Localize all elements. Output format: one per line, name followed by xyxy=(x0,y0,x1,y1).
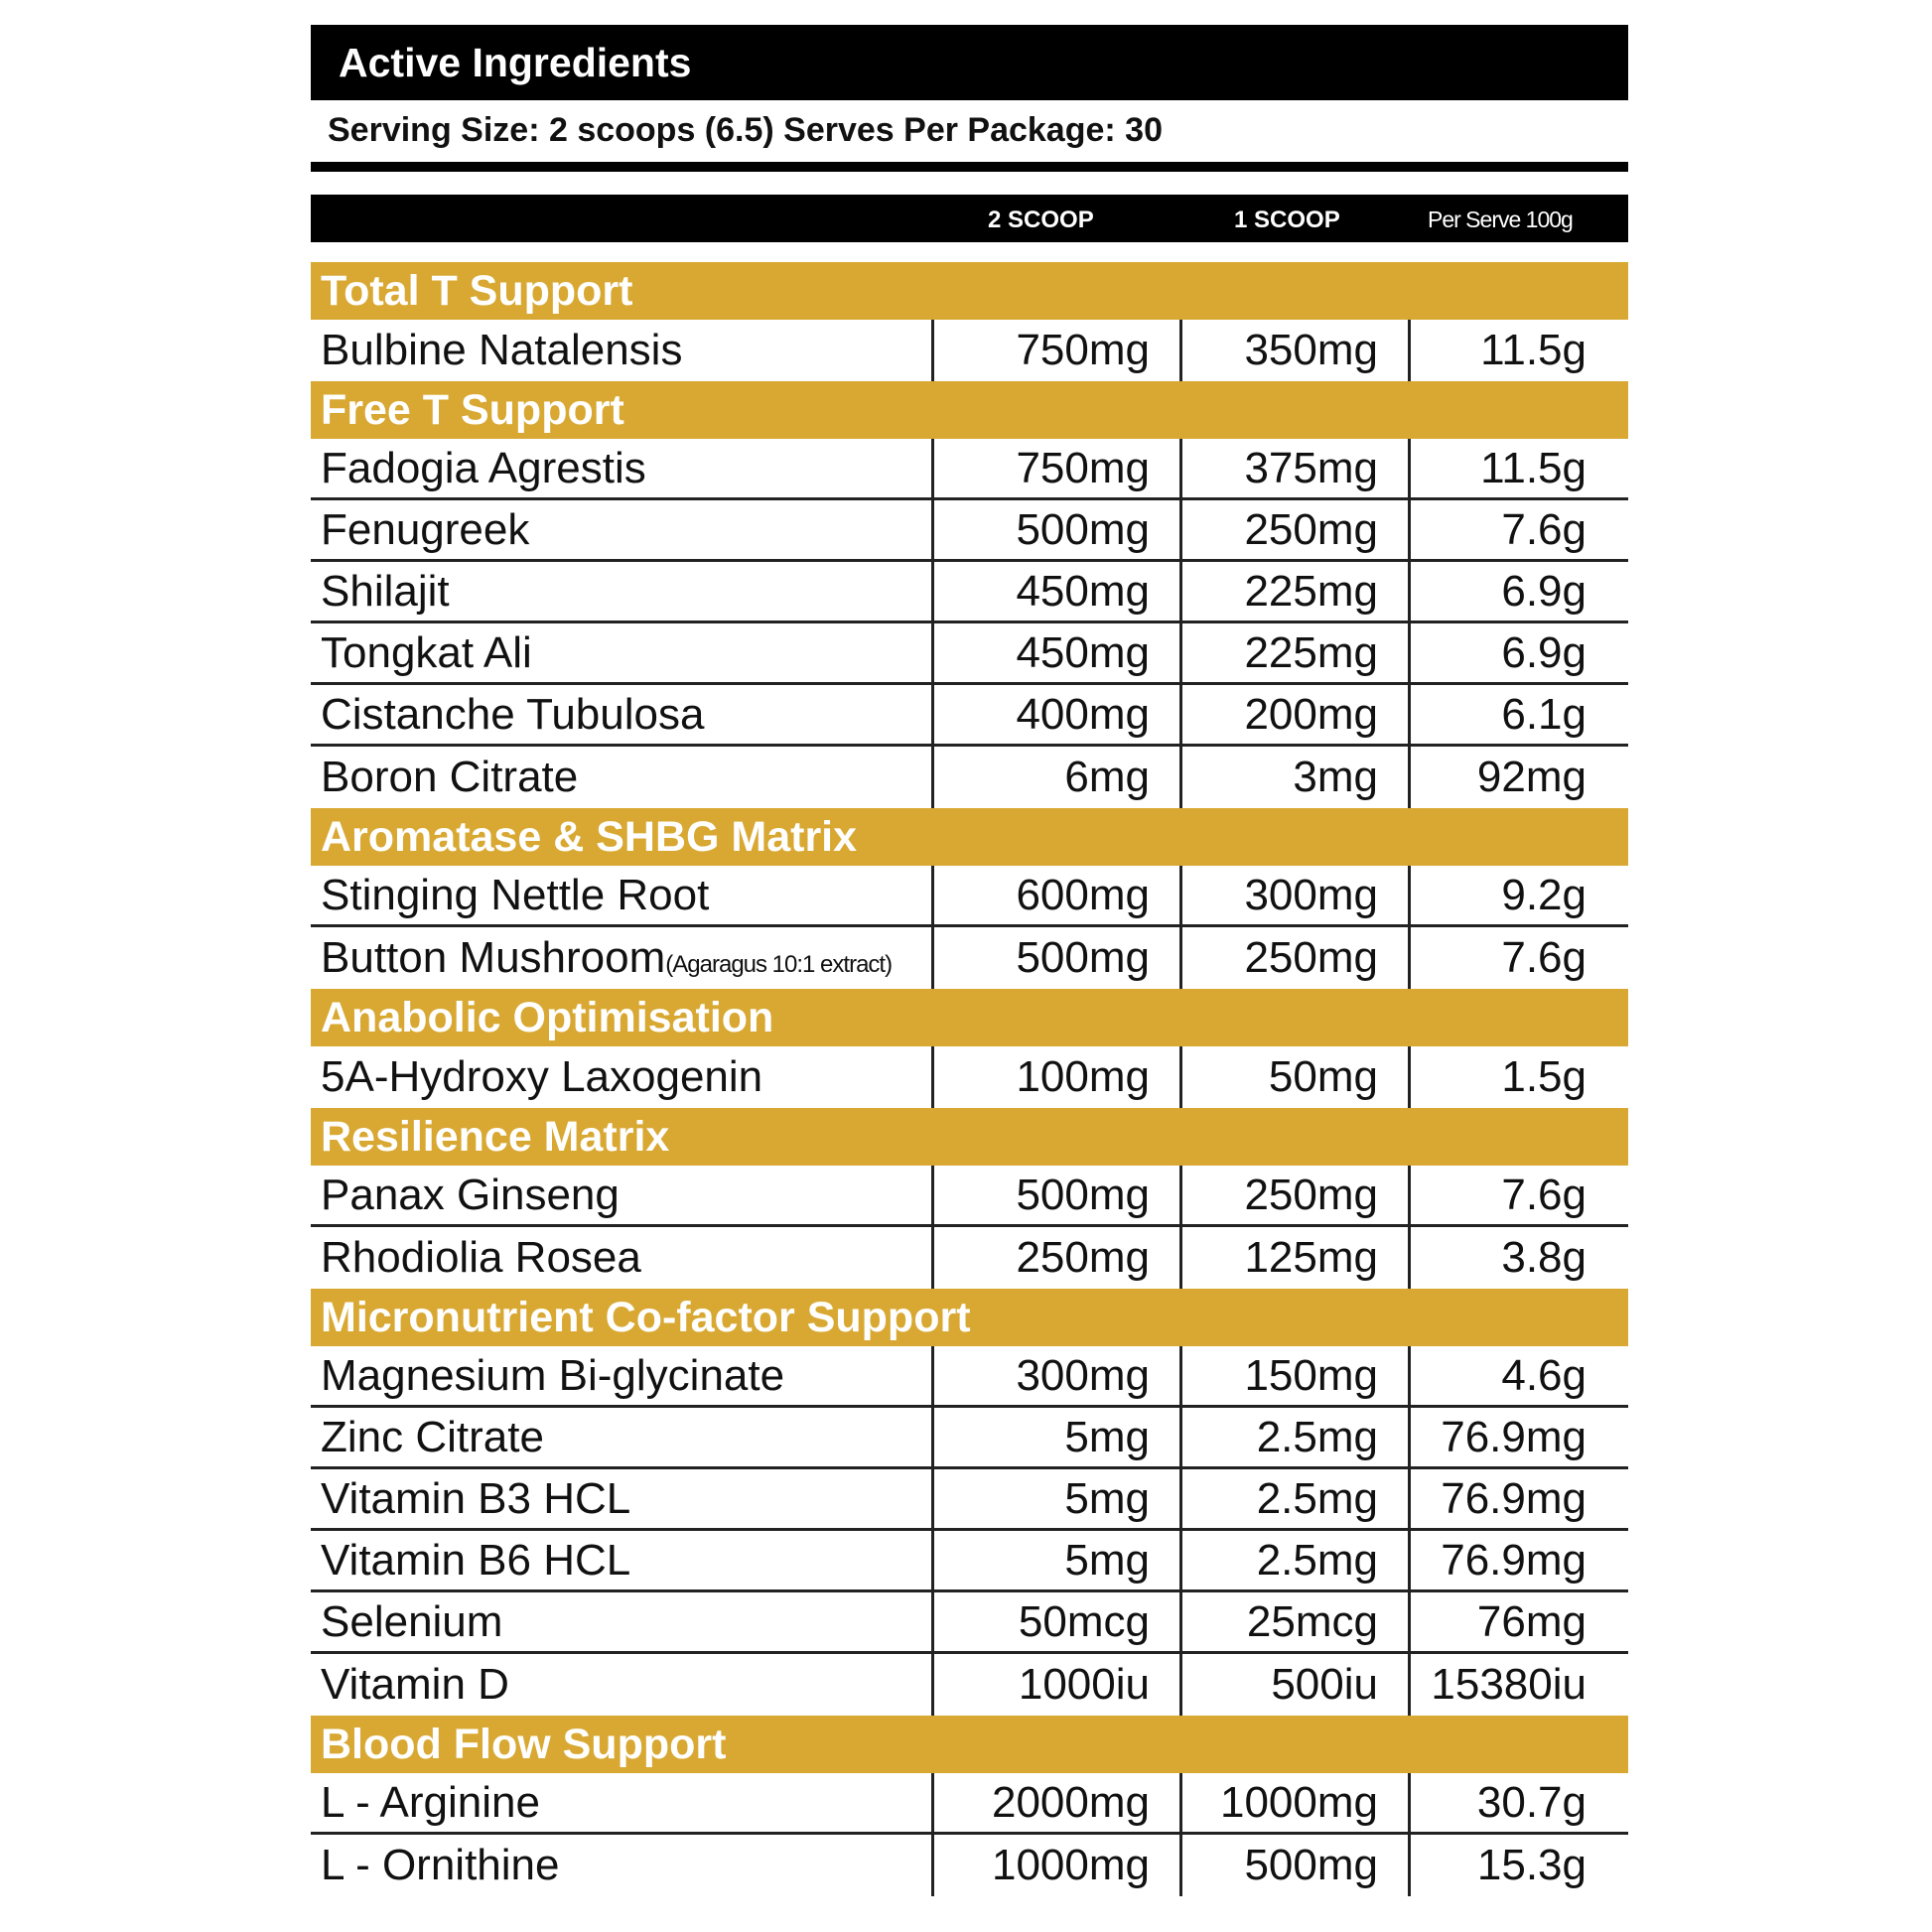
ingredient-row xyxy=(311,439,1628,500)
amount-1-scoop: 125mg xyxy=(1179,1227,1408,1289)
ingredient-name: Fadogia Agrestis xyxy=(321,443,646,492)
amount-per-100g: 15380iu xyxy=(1408,1654,1628,1716)
amount-2-scoop: 100mg xyxy=(931,1046,1179,1108)
amount-2-scoop: 400mg xyxy=(931,685,1179,744)
ingredient-name-cell xyxy=(311,444,931,493)
amount-2-scoop: 5mg xyxy=(931,1469,1179,1528)
amount-2-scoop: 300mg xyxy=(931,1346,1179,1405)
ingredient-row xyxy=(311,500,1628,562)
amount-2-scoop: 6mg xyxy=(931,747,1179,808)
amount-per-100g: 92mg xyxy=(1408,747,1628,808)
amount-per-100g: 11.5g xyxy=(1408,439,1628,497)
ingredient-name-cell xyxy=(311,1413,931,1462)
amount-per-100g: 76.9mg xyxy=(1408,1531,1628,1589)
ingredient-row xyxy=(311,1773,1628,1835)
amount-2-scoop: 750mg xyxy=(931,439,1179,497)
amount-1-scoop: 250mg xyxy=(1179,1166,1408,1224)
ingredient-name: L - Ornithine xyxy=(321,1841,560,1889)
amount-per-100g: 6.9g xyxy=(1408,562,1628,621)
amount-1-scoop: 350mg xyxy=(1179,320,1408,381)
amount-2-scoop: 450mg xyxy=(931,562,1179,621)
ingredient-row xyxy=(311,747,1628,808)
amount-2-scoop: 500mg xyxy=(931,500,1179,559)
amount-2-scoop: 600mg xyxy=(931,866,1179,924)
ingredient-name-cell xyxy=(311,1052,931,1102)
amount-1-scoop: 200mg xyxy=(1179,685,1408,744)
amount-per-100g: 4.6g xyxy=(1408,1346,1628,1405)
amount-2-scoop: 5mg xyxy=(931,1408,1179,1466)
amount-1-scoop: 500iu xyxy=(1179,1654,1408,1716)
amount-per-100g: 30.7g xyxy=(1408,1773,1628,1832)
ingredient-row xyxy=(311,623,1628,685)
ingredient-name: Tongkat Ali xyxy=(321,627,532,677)
ingredient-name: 5A-Hydroxy Laxogenin xyxy=(321,1052,763,1101)
ingredients-panel xyxy=(311,25,1628,1896)
amount-per-100g: 76.9mg xyxy=(1408,1469,1628,1528)
amount-per-100g: 15.3g xyxy=(1408,1835,1628,1896)
amount-1-scoop: 2.5mg xyxy=(1179,1469,1408,1528)
amount-1-scoop: 500mg xyxy=(1179,1835,1408,1896)
ingredient-name: Vitamin B3 HCL xyxy=(321,1473,631,1523)
ingredient-row xyxy=(311,562,1628,623)
ingredient-row xyxy=(311,1408,1628,1469)
ingredient-name: Vitamin B6 HCL xyxy=(321,1535,631,1585)
ingredient-name: Magnesium Bi-glycinate xyxy=(321,1350,785,1400)
ingredient-row xyxy=(311,320,1628,381)
amount-per-100g: 76.9mg xyxy=(1408,1408,1628,1466)
amount-per-100g: 9.2g xyxy=(1408,866,1628,924)
amount-per-100g: 7.6g xyxy=(1408,927,1628,989)
ingredient-name: L - Arginine xyxy=(321,1777,540,1827)
column-1-scoop: 1 SCOOP xyxy=(1234,207,1340,233)
amount-2-scoop: 2000mg xyxy=(931,1773,1179,1832)
ingredient-name-cell xyxy=(311,1660,931,1710)
ingredient-note: (Agaragus 10:1 extract) xyxy=(665,951,893,978)
ingredient-name-cell xyxy=(311,1536,931,1586)
section-header: Blood Flow Support xyxy=(311,1716,1628,1773)
amount-1-scoop: 2.5mg xyxy=(1179,1408,1408,1466)
amount-2-scoop: 250mg xyxy=(931,1227,1179,1289)
amount-2-scoop: 1000iu xyxy=(931,1654,1179,1716)
amount-per-100g: 76mg xyxy=(1408,1592,1628,1651)
section-header: Resilience Matrix xyxy=(311,1108,1628,1166)
ingredient-row xyxy=(311,1654,1628,1716)
amount-2-scoop: 450mg xyxy=(931,623,1179,682)
ingredient-name-cell xyxy=(311,1233,931,1283)
amount-2-scoop: 500mg xyxy=(931,1166,1179,1224)
amount-2-scoop: 500mg xyxy=(931,927,1179,989)
amount-1-scoop: 300mg xyxy=(1179,866,1408,924)
ingredient-row xyxy=(311,1469,1628,1531)
ingredient-name-cell xyxy=(311,933,931,983)
column-2-scoop: 2 SCOOP xyxy=(988,207,1094,233)
ingredient-name-cell xyxy=(311,628,931,678)
ingredient-row xyxy=(311,685,1628,747)
amount-per-100g: 1.5g xyxy=(1408,1046,1628,1108)
ingredient-name-cell xyxy=(311,326,931,375)
section-header: Free T Support xyxy=(311,381,1628,439)
serving-info: Serving Size: 2 scoops (6.5) Serves Per Package: 30 xyxy=(328,110,1163,149)
amount-1-scoop: 375mg xyxy=(1179,439,1408,497)
ingredient-name-cell xyxy=(311,1778,931,1828)
ingredients-table xyxy=(311,262,1628,1896)
amount-1-scoop: 225mg xyxy=(1179,562,1408,621)
ingredient-name-cell xyxy=(311,1597,931,1647)
ingredient-name: Vitamin D xyxy=(321,1660,509,1709)
ingredient-name: Shilajit xyxy=(321,566,450,616)
ingredient-name: Fenugreek xyxy=(321,504,530,554)
ingredient-name: Button Mushroom xyxy=(321,933,666,982)
amount-per-100g: 7.6g xyxy=(1408,1166,1628,1224)
divider xyxy=(311,162,1628,172)
ingredient-row xyxy=(311,1046,1628,1108)
ingredient-name: Cistanche Tubulosa xyxy=(321,689,705,739)
ingredient-name: Rhodiolia Rosea xyxy=(321,1233,641,1282)
amount-per-100g: 7.6g xyxy=(1408,500,1628,559)
amount-2-scoop: 1000mg xyxy=(931,1835,1179,1896)
ingredient-name-cell xyxy=(311,567,931,617)
ingredient-row xyxy=(311,1346,1628,1408)
amount-1-scoop: 50mg xyxy=(1179,1046,1408,1108)
ingredient-row xyxy=(311,1227,1628,1289)
title-bar xyxy=(311,25,1628,100)
amount-2-scoop: 750mg xyxy=(931,320,1179,381)
amount-1-scoop: 250mg xyxy=(1179,927,1408,989)
amount-1-scoop: 250mg xyxy=(1179,500,1408,559)
panel-title: Active Ingredients xyxy=(339,39,692,85)
amount-1-scoop: 150mg xyxy=(1179,1346,1408,1405)
ingredient-name: Bulbine Natalensis xyxy=(321,326,683,374)
ingredient-row xyxy=(311,1531,1628,1592)
amount-1-scoop: 25mcg xyxy=(1179,1592,1408,1651)
ingredient-name: Boron Citrate xyxy=(321,753,579,801)
ingredient-name: Stinging Nettle Root xyxy=(321,870,710,919)
ingredient-name-cell xyxy=(311,1474,931,1524)
column-per-100g: Per Serve 100g xyxy=(1428,207,1573,232)
section-header: Anabolic Optimisation xyxy=(311,989,1628,1046)
amount-1-scoop: 3mg xyxy=(1179,747,1408,808)
amount-per-100g: 3.8g xyxy=(1408,1227,1628,1289)
ingredient-name-cell xyxy=(311,690,931,740)
ingredient-row xyxy=(311,1835,1628,1896)
ingredient-row xyxy=(311,1592,1628,1654)
column-header xyxy=(311,195,1628,242)
section-header: Aromatase & SHBG Matrix xyxy=(311,808,1628,866)
ingredient-name-cell xyxy=(311,1841,931,1890)
ingredient-row xyxy=(311,927,1628,989)
amount-1-scoop: 225mg xyxy=(1179,623,1408,682)
ingredient-name-cell xyxy=(311,1171,931,1220)
amount-per-100g: 11.5g xyxy=(1408,320,1628,381)
amount-1-scoop: 2.5mg xyxy=(1179,1531,1408,1589)
ingredient-row xyxy=(311,1166,1628,1227)
ingredient-name: Panax Ginseng xyxy=(321,1170,620,1219)
ingredient-name-cell xyxy=(311,1351,931,1401)
amount-per-100g: 6.9g xyxy=(1408,623,1628,682)
ingredient-name: Zinc Citrate xyxy=(321,1412,544,1461)
amount-2-scoop: 5mg xyxy=(931,1531,1179,1589)
section-header: Total T Support xyxy=(311,262,1628,320)
ingredient-row xyxy=(311,866,1628,927)
amount-2-scoop: 50mcg xyxy=(931,1592,1179,1651)
amount-1-scoop: 1000mg xyxy=(1179,1773,1408,1832)
ingredient-name-cell xyxy=(311,871,931,920)
ingredient-name: Selenium xyxy=(321,1596,503,1646)
section-header: Micronutrient Co-factor Support xyxy=(311,1289,1628,1346)
amount-per-100g: 6.1g xyxy=(1408,685,1628,744)
ingredient-name-cell xyxy=(311,505,931,555)
ingredient-name-cell xyxy=(311,753,931,802)
